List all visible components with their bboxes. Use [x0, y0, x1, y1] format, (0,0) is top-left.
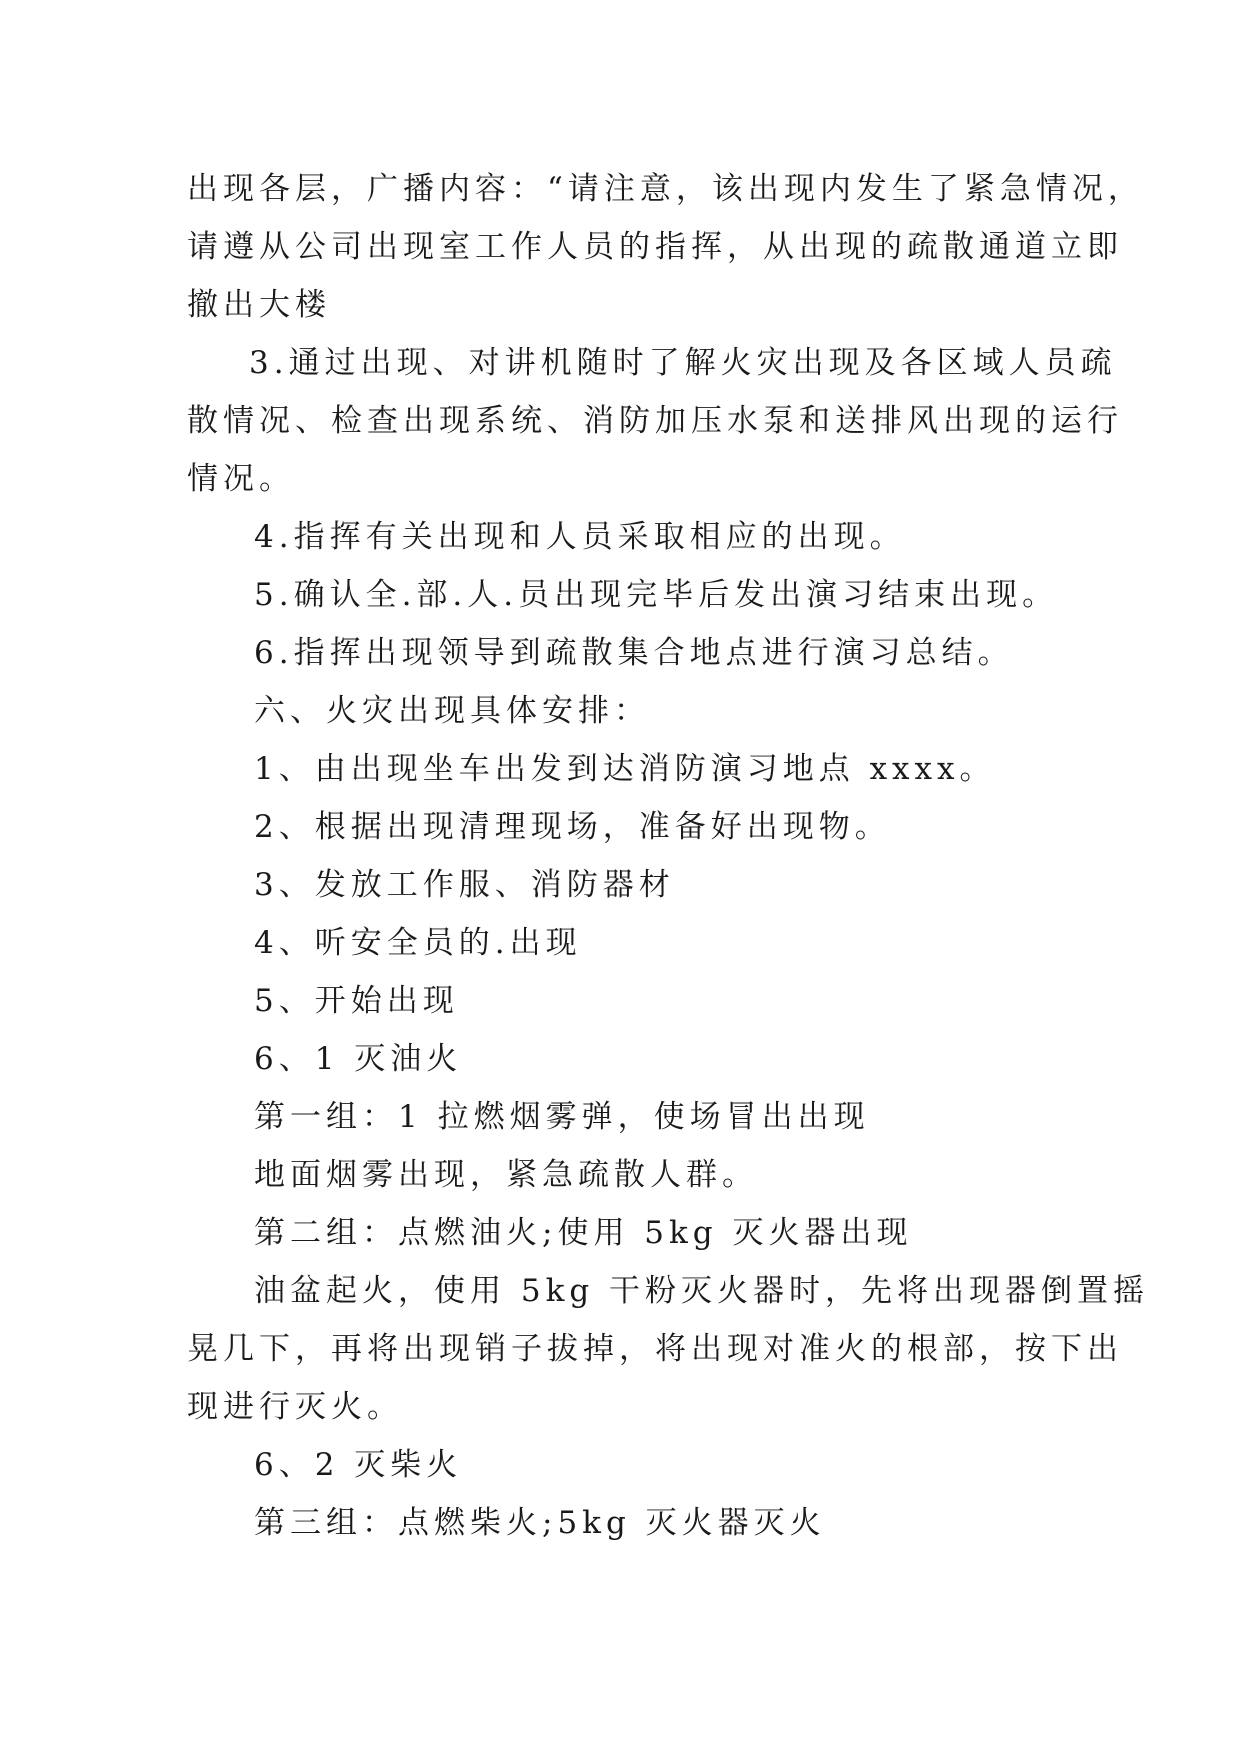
text-line: 油盆起火，使用 5kg 干粉灭火器时，先将出现器倒置摇	[254, 1273, 1150, 1309]
text-line: 情况。	[187, 461, 295, 497]
text-line: 3.通过出现、对讲机随时了解火灾出现及各区域人员疏	[249, 345, 1117, 381]
paragraph-step-3: 3、发放工作服、消防器材	[254, 867, 675, 903]
text-line: 出现各层，广播内容：“请注意，该出现内发生了紧急情况，	[187, 171, 1144, 207]
paragraph-item-6: 6.指挥出现领导到疏散集合地点进行演习总结。	[254, 635, 1014, 671]
section-heading-six: 六、火灾出现具体安排：	[254, 693, 650, 729]
paragraph-group-1: 第一组：1 拉燃烟雾弹，使场冒出出现	[254, 1099, 870, 1135]
paragraph-smoke: 地面烟雾出现，紧急疏散人群。	[254, 1157, 758, 1193]
paragraph-step-4: 4、听安全员的.出现	[254, 925, 582, 961]
paragraph-step-2: 2、根据出现清理现场，准备好出现物。	[254, 809, 891, 845]
text-line: 散情况、检查出现系统、消防加压水泵和送排风出现的运行	[187, 403, 1123, 439]
text-line: 撤出大楼	[187, 287, 331, 323]
paragraph-item-5: 5.确认全.部.人.员出现完毕后发出演习结束出现。	[254, 577, 1059, 613]
paragraph-step-5: 5、开始出现	[254, 983, 459, 1019]
paragraph-item-3	[187, 334, 1123, 508]
document-body	[187, 160, 1150, 1552]
text-line: 晃几下，再将出现销子拔掉，将出现对准火的根部，按下出	[187, 1331, 1123, 1367]
paragraph-broadcast	[187, 160, 1144, 334]
paragraph-step-6-2: 6、2 灭柴火	[254, 1447, 463, 1483]
paragraph-group-2: 第二组：点燃油火;使用 5kg 灭火器出现	[254, 1215, 913, 1251]
paragraph-step-6-1: 6、1 灭油火	[254, 1041, 463, 1077]
paragraph-group-3: 第三组：点燃柴火;5kg 灭火器灭火	[254, 1505, 826, 1541]
text-line: 现进行灭火。	[187, 1389, 403, 1425]
paragraph-extinguisher-usage	[187, 1262, 1150, 1436]
text-line: 请遵从公司出现室工作人员的指挥，从出现的疏散通道立即	[187, 229, 1123, 265]
paragraph-step-1: 1、由出现坐车出发到达消防演习地点 xxxx。	[254, 751, 996, 787]
paragraph-item-4: 4.指挥有关出现和人员采取相应的出现。	[254, 519, 906, 555]
